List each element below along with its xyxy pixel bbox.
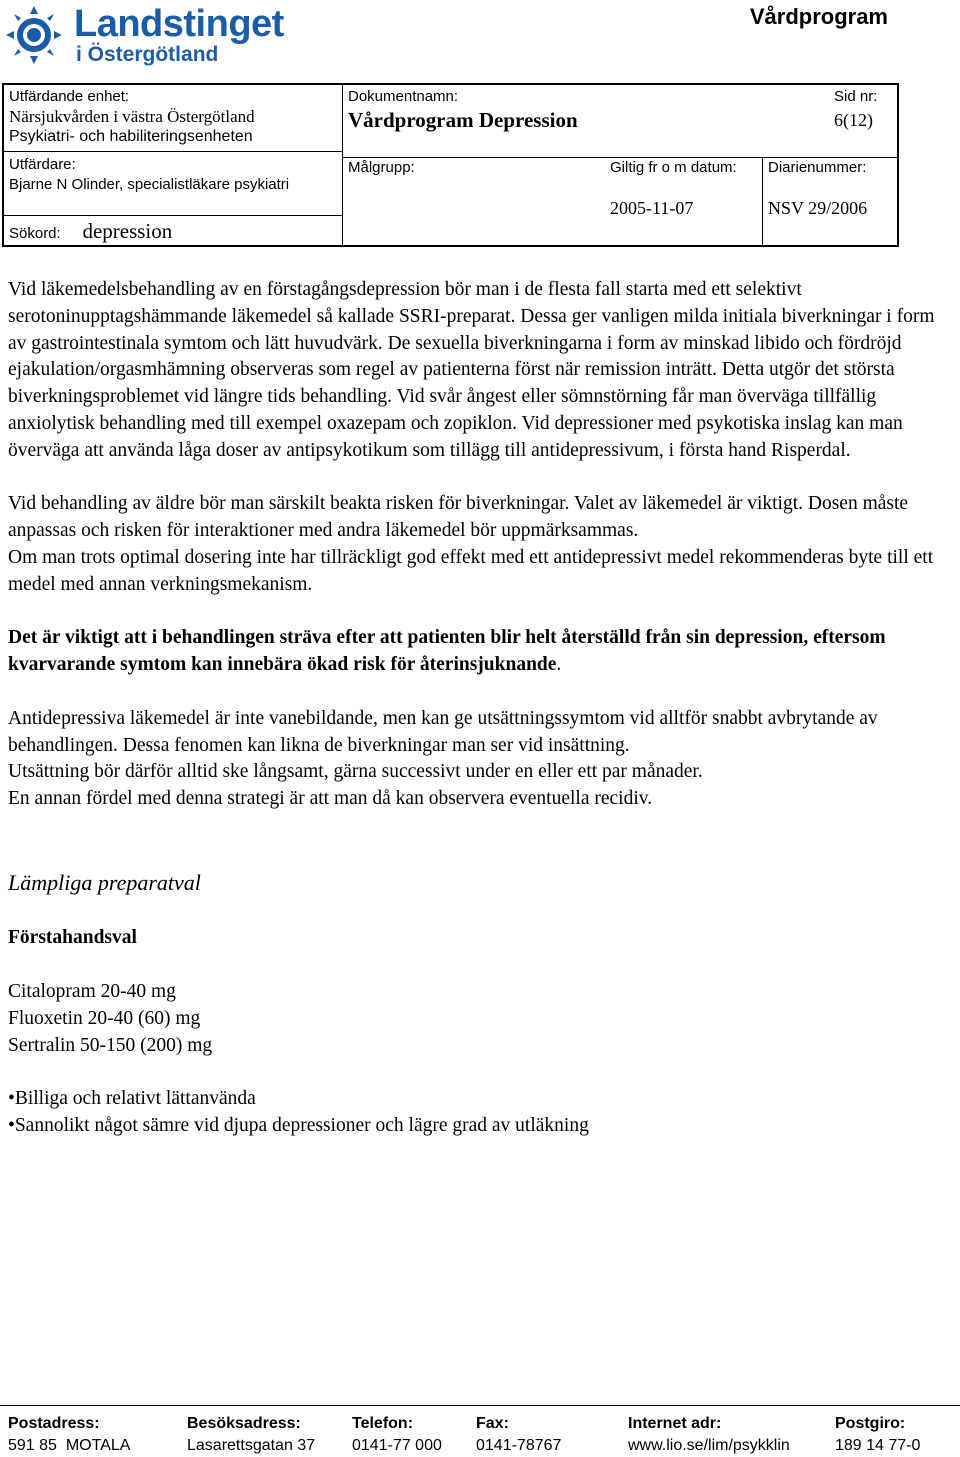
footer-visit-label: Besöksadress:	[187, 1415, 301, 1432]
footer-giro-value: 189 14 77-0	[835, 1437, 921, 1454]
issuing-unit-line2: Psykiatri- och habiliteringsenheten	[9, 128, 253, 145]
footer-fax-value: 0141-78767	[476, 1437, 562, 1454]
keyword-value: depression	[82, 219, 173, 243]
bullet-text: Sannolikt något sämre vid djupa depressioner och lägre grad av utläkning	[14, 1114, 589, 1136]
keyword-label: Sökord:	[9, 225, 61, 242]
issuing-unit-line1: Närsjukvården i västra Östergötland	[9, 107, 255, 126]
paragraph-relapse: En annan fördel med denna strategi är att man då kan observera eventuella recidiv.	[8, 788, 653, 810]
document-type: Vårdprogram	[749, 4, 888, 29]
bullet-item	[8, 1086, 948, 1113]
target-group	[348, 158, 415, 178]
page-number-label: Sid nr:	[834, 88, 878, 105]
footer-web	[628, 1413, 790, 1457]
footer-giro-label: Postgiro:	[835, 1415, 906, 1432]
important-period: .	[556, 654, 562, 676]
target-group-label: Målgrupp:	[348, 159, 415, 176]
footer-phone-label: Telefon:	[352, 1415, 414, 1432]
footer-fax-label: Fax:	[476, 1415, 509, 1432]
footer-visit-value: Lasarettsgatan 37	[187, 1437, 316, 1454]
logo-wordmark	[74, 4, 284, 66]
document-body	[8, 277, 948, 1140]
footer-web-label: Internet adr:	[628, 1415, 722, 1432]
issuer	[9, 155, 289, 195]
issuing-unit-label: Utfärdande enhet:	[9, 88, 130, 105]
diary-number	[768, 158, 867, 218]
document-name-value: Vårdprogram Depression	[348, 108, 578, 132]
issuer-label: Utfärdare:	[9, 156, 76, 173]
paragraph-withdrawal: Antidepressiva läkemedel är inte vanebildande, men kan ge utsättningssymtom vid alltför snabbt avbrytande av behandlingen. Dessa fenomen kan likna de biverkningar man ser vid insättning.	[8, 707, 878, 756]
bullet-text: Billiga och relativt lättanvända	[14, 1088, 256, 1110]
bullet-item	[8, 1113, 948, 1140]
logo-subtitle: i Östergötland	[76, 43, 219, 66]
keyword	[9, 221, 172, 244]
footer-divider	[0, 1405, 960, 1406]
footer-fax	[476, 1413, 561, 1457]
valid-from-label: Giltig fr o m datum:	[610, 159, 737, 176]
page-number	[834, 87, 877, 133]
drug-item: Citalopram 20-40 mg	[8, 980, 176, 1002]
valid-from-value: 2005-11-07	[610, 198, 694, 218]
paragraph-ssri: Vid läkemedelsbehandling av en förstagångsdepression bör man i de flesta fall starta med ett selektivt serotoninupptagshämmande läkemedel så kallade SSRI-preparat. Dessa ger vanligen milda initiala biverkningar i form av gastrointestinala symtom och lätt huvudvärk. De sexuella biverkningarna i form av minskad libido och fördröjd ejakulation/orgasmhämning observeras som regel av patienterna först när remission inträtt. Detta utgör det största biverkningsproblemet vid längre tids behandling. Vid svår ångest eller sömnstörning får man överväga tillfällig anxiolytisk behandling med till exempel oxazepam och zopiklon. Vid depressioner med psykotiska inslag kan man överväga att använda låga doser av antipsykotikum som tillägg till antidepressivum, i första hand Risperdal.	[8, 279, 935, 461]
diary-number-label: Diarienummer:	[768, 159, 867, 176]
footer-postal-label: Postadress:	[8, 1415, 100, 1432]
footer-visit	[187, 1413, 315, 1457]
first-choice-heading: Förstahandsval	[8, 927, 137, 949]
bullet-icon: •	[8, 1088, 15, 1110]
drug-item: Fluoxetin 20-40 (60) mg	[8, 1007, 201, 1029]
valid-from	[610, 158, 737, 218]
paragraph-switch: Om man trots optimal dosering inte har tillräckligt god effekt med ett antidepressivt medel rekommenderas byte till ett medel med annan verkningsmekanism.	[8, 546, 934, 595]
document-name-label: Dokumentnamn:	[348, 88, 459, 105]
footer-giro	[835, 1413, 920, 1457]
footer-postal	[8, 1413, 130, 1457]
section-heading: Lämpliga preparatval	[8, 869, 201, 895]
logo-emblem-icon	[4, 4, 64, 66]
diary-number-value: NSV 29/2006	[768, 198, 868, 218]
issuing-unit	[9, 87, 255, 147]
paragraph-elderly: Vid behandling av äldre bör man särskilt beakta risken för biverkningar. Valet av läkemedel är viktigt. Dosen måste anpassas och risken för interaktioner med andra läkemedel bör uppmärksammas.	[8, 493, 909, 542]
paragraph-important	[8, 625, 948, 679]
document-header-table	[2, 83, 899, 247]
paragraph-tapering: Utsättning bör därför alltid ske långsamt, gärna successivt under en eller ett par månader.	[8, 761, 703, 783]
important-statement: Det är viktigt att i behandlingen sträva efter att patienten blir helt återställd från sin depression, eftersom kvarvarande symtom kan innebära ökad risk för återinsjuknande	[8, 627, 886, 676]
logo-name: Landstinget	[74, 3, 284, 45]
footer-postal-value: 591 85 MOTALA	[8, 1437, 131, 1454]
document-name	[348, 87, 578, 133]
drug-item: Sertralin 50-150 (200) mg	[8, 1034, 213, 1056]
footer-phone	[352, 1413, 442, 1457]
bullet-icon: •	[8, 1114, 15, 1136]
page-number-value: 6(12)	[834, 110, 873, 130]
issuer-value: Bjarne N Olinder, specialistläkare psykiatri	[9, 176, 290, 193]
landstinget-logo	[4, 2, 304, 68]
footer-web-link[interactable]: www.lio.se/lim/psykklin	[628, 1437, 790, 1454]
footer-phone-value: 0141-77 000	[352, 1437, 442, 1454]
